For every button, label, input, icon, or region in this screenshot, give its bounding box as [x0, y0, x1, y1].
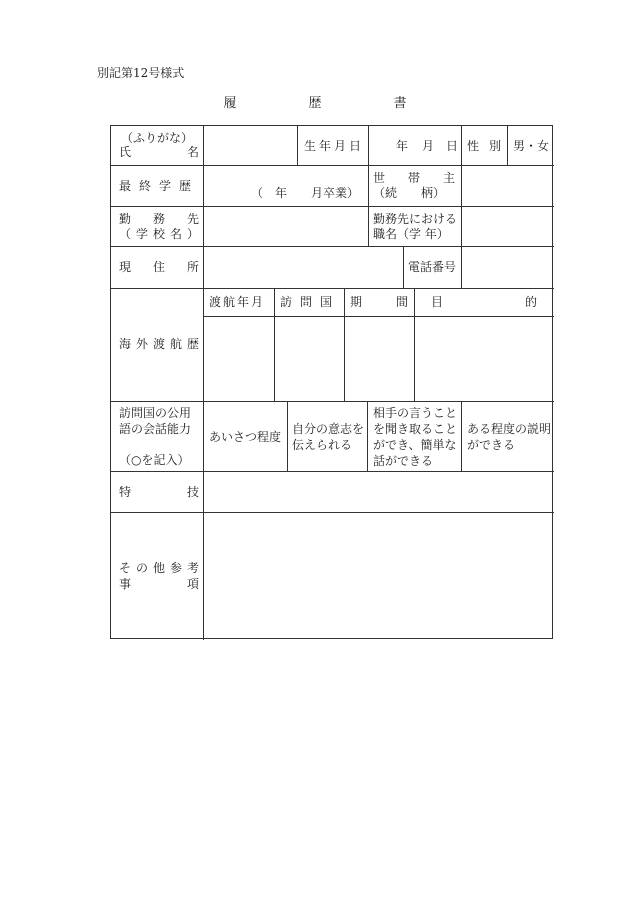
form-number: 別記第12号様式 [97, 66, 185, 80]
other-notes-a: 事 [119, 577, 132, 591]
workplace-a: 勤 [119, 212, 132, 226]
ability-option-explain-1: ある程度の説明 [467, 422, 552, 436]
title-char-2: 歴 [308, 96, 322, 111]
resume-form-table [110, 125, 553, 639]
col-purpose-a: 目 [431, 295, 444, 309]
birthdate-label: 生年月日 [304, 139, 365, 153]
address-c: 所 [186, 260, 199, 274]
name-label-b: 名 [186, 145, 199, 159]
ability-option-intent-2: 伝えられる [292, 438, 353, 452]
ability-option-conversation-2: を聞き取ること [373, 422, 458, 436]
col-period [350, 294, 408, 310]
education-label: 最終学歴 [119, 179, 200, 193]
language-label-2: 語の会話能力 [119, 422, 192, 436]
other-notes-b: 項 [186, 577, 199, 591]
workplace-label [119, 211, 199, 227]
name-label-a: 氏 [119, 145, 132, 159]
title-char-3: 書 [393, 96, 407, 111]
col-period-b: 間 [395, 295, 408, 309]
position-label-1: 勤務先における [373, 212, 458, 226]
school-label: （学校名） [119, 227, 205, 241]
graduation-date: （ 年 月卒業） [251, 186, 360, 200]
skills-b: 技 [186, 485, 199, 499]
birth-year-label: 年 [396, 139, 409, 153]
householder-label [373, 170, 455, 186]
address-b: 住 [152, 260, 165, 274]
skills-a: 特 [119, 485, 132, 499]
col-period-a: 期 [350, 295, 363, 309]
language-label-3: （○を記入） [119, 453, 190, 467]
col-travel-date: 渡航年月 [209, 295, 266, 309]
position-label-2: 職名（学 年） [373, 227, 449, 241]
furigana-label: （ふりがな） [121, 131, 194, 145]
householder-c: 主 [442, 171, 455, 185]
language-label-1: 訪問国の公用 [119, 406, 192, 420]
householder-b: 帯 [407, 171, 420, 185]
overseas-label: 海外渡航歴 [119, 337, 205, 351]
ability-option-explain-2: ができる [467, 438, 516, 452]
title-char-1: 履 [223, 96, 237, 111]
birth-day-label: 日 [446, 139, 459, 153]
document-title [0, 92, 630, 111]
phone-label: 電話番号 [408, 260, 457, 274]
ability-option-intent-1: 自分の意志を [292, 422, 365, 436]
ability-option-conversation-3: ができ、簡単な [373, 438, 457, 452]
householder-a: 世 [373, 171, 386, 185]
ability-option-conversation-1: 相手の言うこと [373, 406, 458, 420]
col-country: 訪問国 [280, 295, 341, 309]
skills-label [119, 484, 199, 500]
birth-month-label: 月 [422, 139, 435, 153]
name-label [119, 144, 199, 160]
sex-label [467, 138, 501, 154]
col-purpose [431, 294, 537, 310]
address-a: 現 [119, 260, 132, 274]
sex-value: 男・女 [513, 139, 550, 153]
ability-option-conversation-4: 話ができる [373, 454, 434, 468]
relation-label: （続 柄） [373, 186, 446, 200]
ability-option-greeting: あいさつ程度 [209, 430, 282, 444]
other-notes-label-2 [119, 576, 199, 592]
sex-label-a: 性 [467, 139, 480, 153]
workplace-c: 先 [186, 212, 199, 226]
address-label [119, 259, 199, 275]
col-purpose-b: 的 [524, 295, 537, 309]
sex-label-b: 別 [488, 139, 501, 153]
other-notes-label-1: その他参考 [119, 561, 205, 575]
workplace-b: 務 [152, 212, 165, 226]
